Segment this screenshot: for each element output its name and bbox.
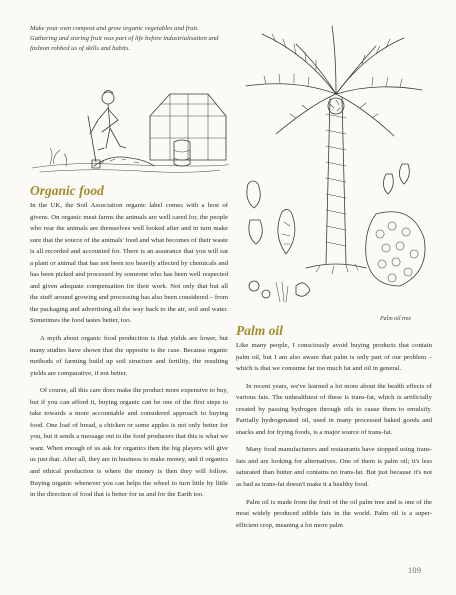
palm-paragraph: In recent years, we've learned a lot more about the health effects of various fats. The unhealthiest of these is trans-fat, which is artificially created by passing hydrogen through oils to cause them to emulsify. Partially hydrogenated oil, used in many processed baked goods and snacks and for frying foods, is a major source of trans-fat. [236,382,432,436]
gardener-illustration [30,76,230,180]
palm-paragraph: Many food manufacturers and restaurants have stopped using trans-fats and are looking for alternatives. One of them is palm oil; it's less saturated than butter and contains no trans-fat. But just because it's not as bad as trans-fat doesn't make it a healthy food. [236,446,432,489]
organic-paragraph: A myth about organic food production is that yields are lower, but many studies have shown that the opposite is the case. Because organic methods of farming build up soil structure and fertility, the resulting yields are comparative, if not better. [30,335,228,377]
organic-food-text [30,200,228,501]
intro-text: Make your own compost and grow organic vegetables and fruit. Gathering and storing fruit was part of life before industrialisation and fashion robbed us of skills and habits. [30,25,219,53]
palm-oil-text [236,340,432,531]
organic-paragraph: In the UK, the Soil Association organic label comes with a host of givens. On organic meat farms the animals are well cared for, the people who rear the animals are themselves well looked after and in turn make sure that the source of the animals' food and what becomes of their waste is all recorded and accounted for. There is an assurance that you will eat a plant or animal that has not been too heavily affected by chemicals and has been picked and processed by someone who has been well respected and given adequate compensation for their work. Not only that but all the stuff around growing and processing has also been considered – from the packaging and advertising all the way back to the air, soil and water. Sometimes the food tastes better, too. [30,202,228,325]
palm-paragraph: Palm oil is made from the fruit of the oil palm tree and is one of the most widely produced edible fats in the world. Palm oil is a super-efficient crop, meaning a lot more palm [236,498,432,529]
organic-food-heading: Organic food [30,183,104,198]
palm-paragraph: Like many people, I consciously avoid buying products that contain palm oil, but I am also aware that palm is only part of our problem – which is that we consume far too much fat and oil in general. [236,342,432,373]
palm-oil-heading: Palm oil [236,323,283,338]
page-number: 109 [408,566,422,575]
organic-paragraph: Of course, all this care does make the product more expensive to buy, but if you can afford it, buying organic can be one of the first steps to take towards a more accountable and considered approach to buying food. One loaf of bread, a chicken or some apples is not only better for you, but it sends a message out to the food producers that this is what we want. When enough of us ask for organics then the big players will give us just that. After all, they are in business to make money, and if organics and ethical production is where the money is then they will follow. Buying organic whenever you can helps the wheel to turn little by little in the direction of food that is better for us and for the Earth too. [30,387,228,499]
palm-tree-caption: Palm oil tree [380,316,412,322]
palm-tree-illustration [236,24,431,324]
